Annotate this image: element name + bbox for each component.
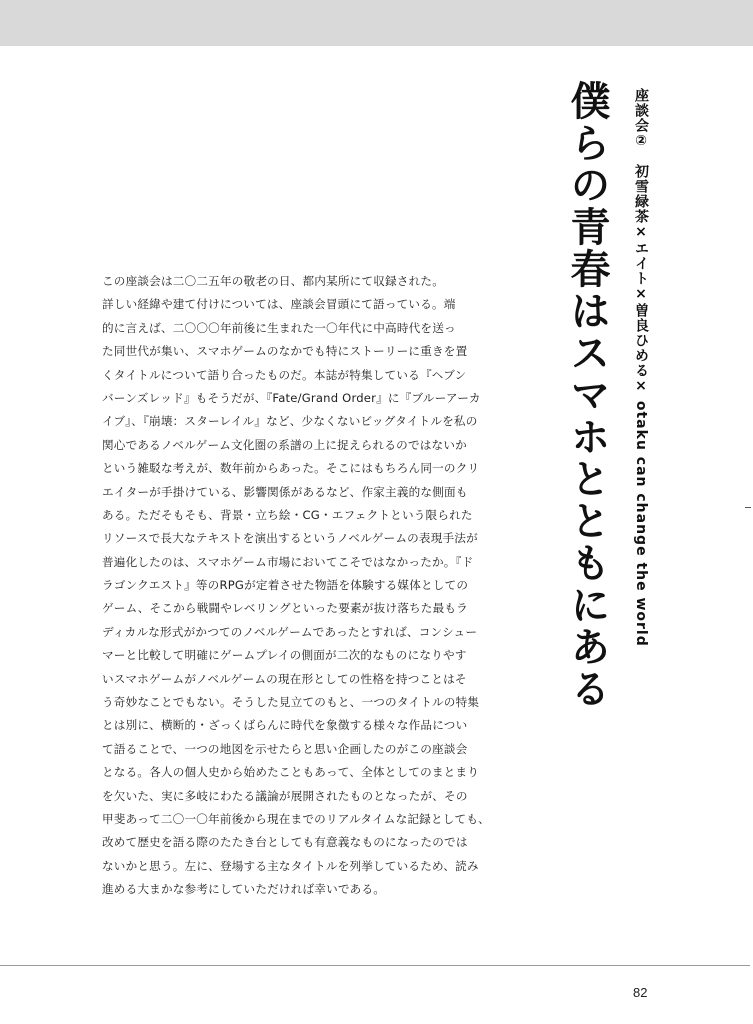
body-line: マーと比較して明確にゲームプレイの側面が二次的なものになりやす: [102, 648, 467, 663]
body-line: エイターが手掛けている、影響関係があるなど、作家主義的な側面も: [102, 484, 468, 499]
body-line: バーンズレッド』もそうだが、『Fate/Grand Order』に『ブルーアーカ: [102, 390, 481, 405]
body-line: ないかと思う。左に、登場する主なタイトルを列挙しているため、読み: [102, 858, 479, 873]
series-label: 座談会②: [633, 88, 649, 150]
body-line: を欠いた、実に多岐にわたる議論が展開されたものとなったが、その: [102, 788, 468, 803]
body-line: とは別に、横断的・ざっくばらんに時代を象徴する様々な作品につい: [102, 718, 468, 733]
body-line: という雑駁な考えが、数年前からあった。そこにはもちろん同一のクリ: [102, 461, 480, 476]
body-line: う奇妙なことでもない。そうした見立てのもと、一つのタイトルの特集: [102, 695, 480, 710]
body-line: 改めて歴史を語る際のたたき台としても有意義なものになったのでは: [102, 835, 468, 850]
body-line: となる。各人の個人史から始めたこともあって、全体としてのまとまり: [102, 765, 480, 780]
page-number: 82: [633, 985, 648, 1000]
body-line: 的に言えば、二〇〇〇年前後に生まれた一〇年代に中高時代を送っ: [102, 320, 456, 335]
page-edge-mark: [745, 507, 751, 508]
article-subtitle-column: [632, 88, 650, 647]
body-line: ラゴンクエスト』等のRPGが定着させた物語を体験する媒体としての: [102, 578, 469, 593]
viewer-top-bar: [0, 0, 753, 46]
footer-rule: [0, 965, 750, 966]
body-line: リソースで長大なテキストを演出するというノベルゲームの表現手法が: [102, 531, 478, 546]
body-line: ゲーム、そこから戦闘やレベリングといった要素が抜け落ちた最もラ: [102, 601, 468, 616]
body-line: 関心であるノベルゲーム文化圏の系譜の上に捉えられるのではないか: [102, 437, 467, 452]
body-line: ディカルな形式がかつてのノベルゲームであったとすれば、コンシュー: [102, 624, 478, 639]
article-headline: 僕らの青春はスマホとともにある: [564, 80, 610, 710]
body-line: ある。ただそもそも、背景・立ち絵・CG・エフェクトという限られた: [102, 507, 473, 522]
body-line: て語ることで、一つの地図を示せたらと思い企画したのがこの座談会: [102, 741, 468, 756]
body-line: くタイトルについて語り合ったものだ。本誌が特集している『ヘブン: [102, 367, 467, 382]
body-line: た同世代が集い、スマホゲームのなかでも特にストーリーに重きを置: [102, 344, 468, 359]
article-body: [102, 270, 490, 902]
body-line: いスマホゲームがノベルゲームの現在形としての性格を持つことはそ: [102, 671, 467, 686]
body-line: この座談会は二〇二五年の敬老の日、都内某所にて収録された。: [102, 274, 445, 288]
body-line: 普遍化したのは、スマホゲーム市場においてこそではなかったか。『ド: [102, 554, 474, 569]
body-line: 進める大まかな参考にしていただければ幸いである。: [102, 882, 386, 897]
participants: 初雪緑茶×エイト×曽良ひめる× otaku can change the world: [633, 164, 649, 647]
body-line: イブ』、『崩壊：スターレイル』など、少なくないビッグタイトルを私の: [102, 414, 478, 429]
body-line: 甲斐あって二〇一〇年前後から現在までのリアルタイムな記録としても、: [102, 811, 490, 826]
body-line: 詳しい経緯や建て付けについては、座談会冒頭にて語っている。端: [102, 297, 456, 312]
